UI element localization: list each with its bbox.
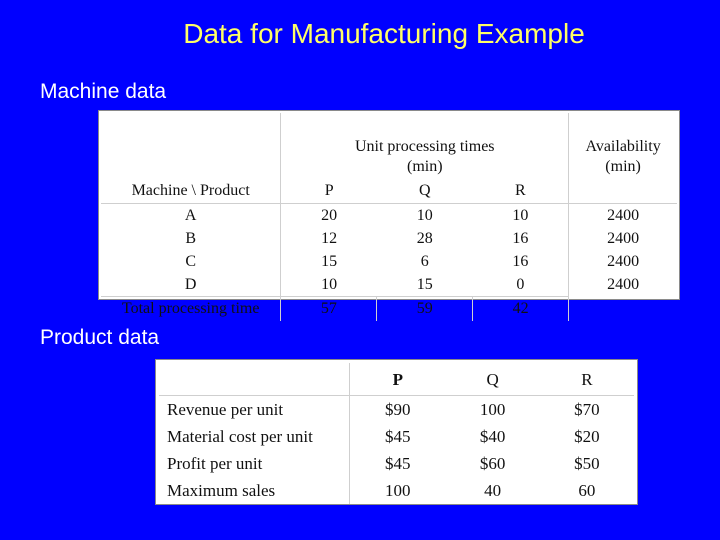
time-p: 15	[321, 252, 338, 270]
product-row-label: Material cost per unit	[159, 423, 350, 450]
value-r: $20	[574, 427, 600, 446]
unit-processing-times-unit: (min)	[281, 155, 569, 179]
total-row	[101, 297, 677, 322]
product-row-label: Revenue per unit	[159, 396, 350, 424]
time-p: 12	[321, 229, 338, 247]
machine-data-table-frame	[98, 110, 680, 317]
time-q: 6	[420, 252, 429, 270]
total-availability-blank	[569, 297, 677, 322]
product-col-p: P	[350, 363, 446, 396]
header-blank	[101, 113, 281, 155]
availability-value: 2400	[607, 275, 640, 293]
total-p: 57	[281, 297, 377, 322]
availability-header: Availability	[585, 138, 661, 155]
total-label: Total processing time	[101, 297, 281, 322]
value-p: 100	[385, 481, 411, 500]
availability-blank	[569, 179, 677, 204]
time-q: 10	[416, 206, 433, 224]
value-r: $50	[574, 454, 600, 473]
time-q: 28	[416, 229, 433, 247]
table-row	[159, 477, 634, 504]
availability-value: 2400	[607, 252, 640, 270]
product-row-label: Profit per unit	[159, 450, 350, 477]
time-r: 16	[473, 250, 569, 273]
value-p: $45	[385, 427, 411, 446]
machine-name: B	[101, 227, 281, 250]
availability-unit: (min)	[605, 158, 641, 175]
product-row-label: Maximum sales	[159, 477, 350, 504]
time-r: 0	[473, 273, 569, 297]
machine-name: C	[101, 250, 281, 273]
table-row	[159, 423, 634, 450]
machine-data-table	[101, 113, 677, 321]
value-r: $70	[574, 400, 600, 419]
header-blank-2	[101, 155, 281, 179]
slide-title: Data for Manufacturing Example	[183, 18, 585, 49]
product-data-label: Product data	[40, 326, 160, 349]
table-row	[101, 227, 677, 250]
table-row	[101, 204, 677, 228]
value-p: $90	[385, 400, 411, 419]
time-q: 15	[416, 275, 433, 293]
table-row	[101, 273, 677, 297]
time-p: 10	[321, 275, 338, 293]
machine-name: D	[101, 273, 281, 297]
total-r: 42	[473, 297, 569, 322]
table-row	[159, 396, 634, 424]
total-q: 59	[377, 297, 473, 322]
product-data-table-frame	[155, 359, 638, 505]
value-q: $40	[479, 427, 506, 446]
value-q: 100	[479, 400, 506, 419]
machine-name: A	[101, 204, 281, 228]
value-q: $60	[479, 454, 506, 473]
product-header-r: R	[473, 179, 569, 204]
machine-data-label: Machine data	[40, 80, 167, 103]
table-row	[101, 250, 677, 273]
availability-value: 2400	[607, 206, 640, 224]
product-col-r: R	[540, 363, 634, 396]
product-header-q: Q	[377, 179, 473, 204]
time-r: 10	[473, 204, 569, 228]
time-r: 16	[473, 227, 569, 250]
value-r: 60	[578, 481, 596, 500]
value-q: 40	[484, 481, 502, 500]
table-row	[159, 450, 634, 477]
availability-value: 2400	[607, 229, 640, 247]
value-p: $45	[385, 454, 411, 473]
unit-processing-times-header: Unit processing times	[281, 113, 569, 155]
product-data-table	[159, 363, 634, 504]
product-header-blank	[159, 363, 350, 396]
product-header-p: P	[281, 179, 377, 204]
machine-product-header: Machine \ Product	[101, 179, 281, 204]
time-p: 20	[321, 206, 338, 224]
product-col-q: Q	[446, 363, 540, 396]
